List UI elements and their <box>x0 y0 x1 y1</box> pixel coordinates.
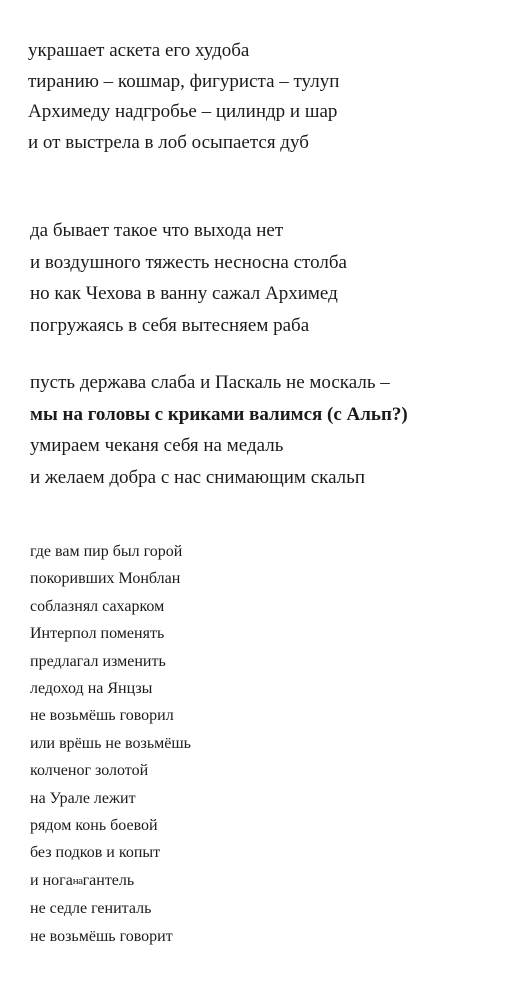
stanza-1-line-1: украшает аскета его худоба <box>28 40 250 61</box>
glitch-part-3: ган <box>82 871 105 889</box>
glitch-prefix: и но <box>30 871 60 889</box>
stanza-4-line-6: ледоход на Янцзы <box>30 680 153 698</box>
stanza-2 <box>30 215 347 341</box>
stanza-4-line-1: где вам пир был горой <box>30 543 183 560</box>
stanza-4-line-9: колченог золотой <box>30 762 149 780</box>
stanza-3-line-1: пусть держава слаба и Паскаль не москаль – <box>30 372 390 393</box>
stanza-4-line-13 <box>30 867 191 895</box>
stanza-3-line-4: и желаем добра с нас снимающим скальп <box>30 466 365 488</box>
stanza-2-line-4: погружаясь в себя вытесняем раба <box>30 314 310 336</box>
glitch-part-2: на <box>72 874 83 887</box>
stanza-4-line-15: не возьмёшь говорит <box>30 927 173 945</box>
glitch-part-4: тель <box>104 871 135 889</box>
glitch-part-1: га <box>59 871 73 889</box>
stanza-3-line-3: умираем чеканя себя на медаль <box>30 435 284 456</box>
stanza-1-line-4: и от выстрела в лоб осыпается дуб <box>28 131 309 153</box>
stanza-4-line-11: рядом конь боевой <box>30 817 158 835</box>
stanza-4-line-4: Интерпол поменять <box>30 625 165 643</box>
stanza-2-line-2: и воздушного тяжесть несносна столба <box>30 251 347 273</box>
stanza-4-line-5: предлагал изменить <box>30 652 166 670</box>
stanza-4-line-8: или врёшь не возьмёшь <box>30 734 191 752</box>
stanza-2-line-3: но как Чехова в ванну сажал Архимед <box>30 283 338 304</box>
stanza-1 <box>28 36 339 158</box>
stanza-4-line-14: не седле гениталь <box>30 900 152 918</box>
stanza-4-line-12: без подков и копыт <box>30 844 161 862</box>
stanza-3-line-2: мы на головы с криками валимся (с Альп?) <box>30 403 408 425</box>
stanza-4-line-3: соблазнял сахарком <box>30 597 165 615</box>
stanza-4-line-2: покоривших Монблан <box>30 570 181 588</box>
stanza-4-line-7: не возьмёшь говорил <box>30 707 174 725</box>
stanza-4 <box>30 538 191 950</box>
stanza-4-line-10: на Урале лежит <box>30 789 136 807</box>
stanza-1-line-3: Архимеду надгробье – цилиндр и шар <box>28 101 338 122</box>
stanza-1-line-2: тиранию – кошмар, фигуриста – тулуп <box>28 70 340 92</box>
stanza-2-line-1: да бывает такое что выхода нет <box>30 220 284 241</box>
stanza-3 <box>30 367 408 493</box>
